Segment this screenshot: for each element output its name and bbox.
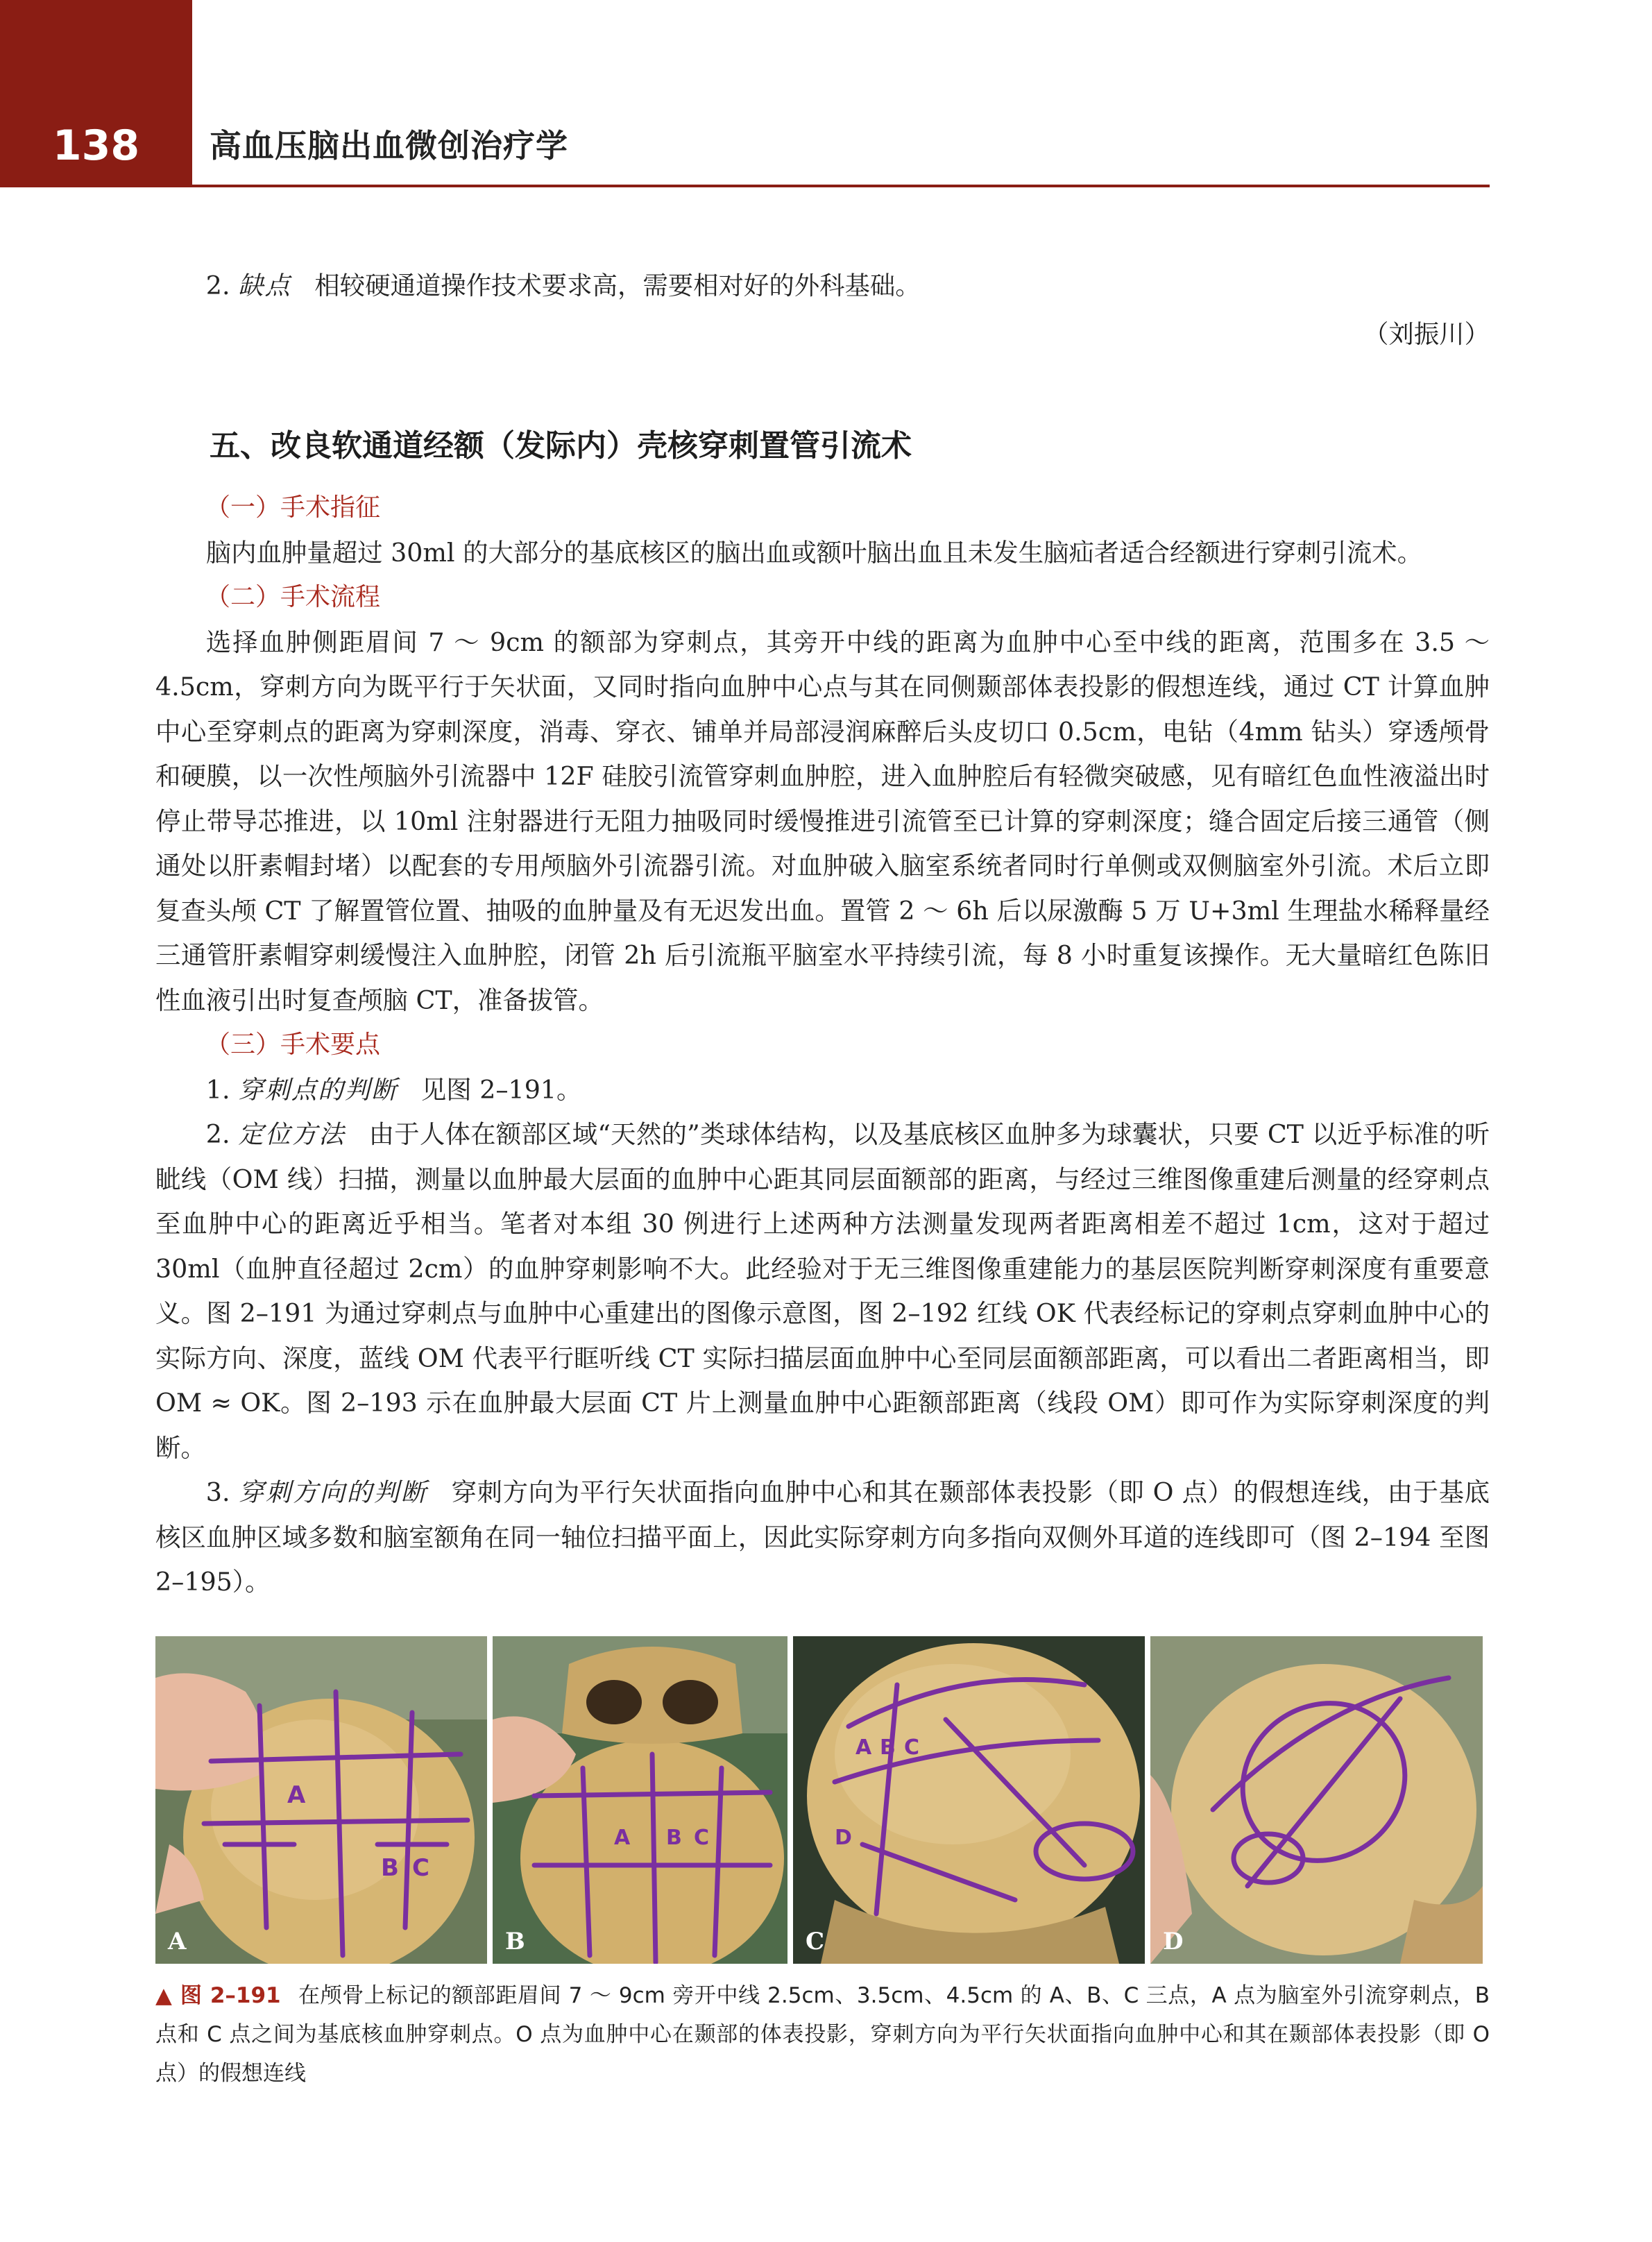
key-point-text: 穿刺方向为平行矢状面指向血肿中心和其在颞部体表投影（即 O 点）的假想连线，由于基底核区血肿区域多数和脑室额角在同一轴位扫描平面上，因此实际穿刺方向多指向双侧外耳道的连线即可（图 2–194 至图 2–195）。 [155, 1477, 1490, 1597]
panel-label-a: A [168, 1928, 187, 1955]
drawn-label: D [835, 1826, 852, 1850]
skull-photo-c [793, 1636, 1145, 1964]
subheading-indications: （一）手术指征 [205, 493, 381, 522]
drawn-label: B [381, 1854, 399, 1882]
skull-photo-a [155, 1636, 487, 1964]
drawn-label: A [287, 1781, 306, 1809]
drawn-label: C [904, 1735, 920, 1760]
drawn-label: B [880, 1735, 896, 1760]
photo-panel-a [155, 1636, 487, 1964]
panel-label-d: D [1163, 1928, 1184, 1955]
book-title: 高血压脑出血微创治疗学 [210, 127, 568, 164]
key-point-1 [155, 1068, 1490, 1113]
photo-panel-b [493, 1636, 787, 1964]
figure-caption [155, 1976, 1490, 2093]
drawn-label: B [666, 1826, 682, 1850]
photo-panel-d [1150, 1636, 1483, 1964]
key-point-number: 3. [205, 1477, 230, 1507]
header-rule [192, 185, 1490, 187]
section-title: 五、改良软通道经额（发际内）壳核穿刺置管引流术 [210, 428, 912, 464]
key-point-keyword: 定位方法 [238, 1119, 346, 1149]
key-point-3 [155, 1470, 1490, 1605]
key-point-text: 由于人体在额部区域“天然的”类球体结构，以及基底核区血肿多为球囊状，只要 CT 以近乎标准的听眦线（OM 线）扫描，测量以血肿最大层面的血肿中心距其同层面额部的距离，与经过三维图像重建后测量的经穿刺点至血肿中心的距离近乎相当。笔者对本组 30 例进行上述两种方法测量发现两者距离相差不超过 1cm，这对于超过 30ml（血肿直径超过 2cm）的血肿穿刺影响不大。此经验对于无三维图像重建能力的基层医院判断穿刺深度有重要意义。图 2–191 为通过穿刺点与血肿中心重建出的图像示意图，图 2–192 红线 OK 代表经标记的穿刺点穿刺血肿中心的实际方向、深度，蓝线 OM 代表平行眶听线 CT 实际扫描层面血肿中心至同层面额部距离，可以看出二者距离相当，即 OM ≈ OK。图 2–193 示在血肿最大层面 CT 片上测量血肿中心距额部距离（线段 OM）即可作为实际穿刺深度的判断。 [155, 1119, 1490, 1463]
subheading-key-points: （三）手术要点 [205, 1030, 381, 1059]
figure-caption-text: 在颅骨上标记的额部距眉间 7 ～ 9cm 旁开中线 2.5cm、3.5cm、4.5cm 的 A、B、C 三点，A 点为脑室外引流穿刺点，B 点和 C 点之间为基底核血肿穿刺点。O 点为血肿中心在颞部的体表投影，穿刺方向为平行矢状面指向血肿中心和其在颞部体表投影（即 O 点）的假想连线 [155, 1983, 1490, 2086]
intro-item-number: 2. [205, 271, 230, 300]
panel-label-b: B [505, 1928, 525, 1955]
figure-caption-label: ▲ 图 2–191 [155, 1983, 281, 2008]
key-point-text: 见图 2–191。 [420, 1074, 582, 1105]
drawn-label: C [694, 1826, 710, 1850]
drawn-label: A [855, 1735, 872, 1760]
page-number: 138 [52, 121, 140, 170]
photo-panel-c [793, 1636, 1145, 1964]
intro-paragraph [155, 264, 1490, 309]
skull-photo-d [1150, 1636, 1483, 1964]
panel-label-c: C [806, 1928, 825, 1955]
drawn-label: C [412, 1854, 429, 1882]
key-point-keyword: 穿刺方向的判断 [238, 1477, 428, 1507]
key-point-number: 1. [205, 1074, 230, 1105]
author-credit: （刘振川） [1363, 319, 1490, 349]
intro-text: 相较硬通道操作技术要求高，需要相对好的外科基础。 [314, 271, 921, 300]
key-point-number: 2. [205, 1119, 230, 1149]
section-body [155, 486, 1490, 1605]
indications-text: 脑内血肿量超过 30ml 的大部分的基底核区的脑出血或额叶脑出血且未发生脑疝者适合经额进行穿刺引流术。 [205, 537, 1422, 568]
procedure-text: 选择血肿侧距眉间 7 ～ 9cm 的额部为穿刺点，其旁开中线的距离为血肿中心至中线的距离，范围多在 3.5 ～ 4.5cm，穿刺方向为既平行于矢状面，又同时指向血肿中心点与其在同侧颞部体表投影的假想连线，通过 CT 计算血肿中心至穿刺点的距离为穿刺深度，消毒、穿衣、铺单并局部浸润麻醉后头皮切口 0.5cm，电钻（4mm 钻头）穿透颅骨和硬膜，以一次性颅脑外引流器中 12F 硅胶引流管穿刺血肿腔，进入血肿腔后有轻微突破感，见有暗红色血性液溢出时停止带导芯推进，以 10ml 注射器进行无阻力抽吸同时缓慢推进引流管至已计算的穿刺深度；缝合固定后接三通管（侧通处以肝素帽封堵）以配套的专用颅脑外引流器引流。对血肿破入脑室系统者同时行单侧或双侧脑室外引流。术后立即复查头颅 CT 了解置管位置、抽吸的血肿量及有无迟发出血。置管 2 ～ 6h 后以尿激酶 5 万 U+3ml 生理盐水稀释量经三通管肝素帽穿刺缓慢注入血肿腔，闭管 2h 后引流瓶平脑室水平持续引流，每 8 小时重复该操作。无大量暗红色陈旧性血液引出时复查颅脑 CT，准备拔管。 [155, 627, 1490, 1015]
subheading-procedure: （二）手术流程 [205, 583, 381, 611]
key-point-keyword: 穿刺点的判断 [238, 1074, 398, 1105]
skull-photo-b [493, 1636, 787, 1964]
key-point-2 [155, 1112, 1490, 1470]
intro-keyword: 缺点 [238, 271, 291, 300]
figure-2-191 [155, 1636, 1490, 1964]
drawn-label: A [614, 1826, 631, 1850]
